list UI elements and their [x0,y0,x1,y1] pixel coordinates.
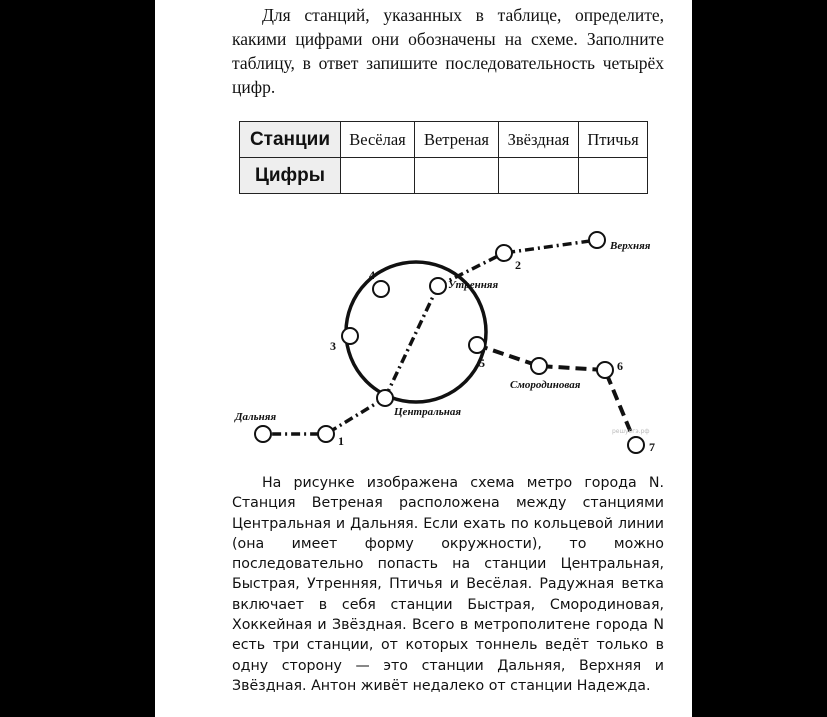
digit-input-cell[interactable] [341,158,415,194]
description-text: На рисунке изображена схема метро города N. Станция Ветреная расположена между станциями Центральная и Дальняя. Если ехать по кольцевой линии (она имеет форму окружности), то можно последовательно попасть на станции Центральная, Быстрая, Утренняя, Птичья и Весёлая. Радужная ветка включает в себя станции Быстрая, Смородиновая, Хоккейная и Звёздная. Всего в метрополитене города N есть три станции, от которых тоннель ведёт только в одну сторону — это станции Дальняя, Верхняя и Звёздная. Антон живёт недалеко от станции Надежда. [232,475,664,694]
station-5 [469,337,485,353]
digit-input-cell[interactable] [579,158,648,194]
stations-table [239,121,648,194]
station-6 [597,362,613,378]
station-cell: Весёлая [341,122,415,158]
station-upper [589,232,605,248]
station-3 [342,328,358,344]
number-7: 7 [649,440,655,454]
station-1 [318,426,334,442]
chord-line [385,286,438,398]
digit-input-cell[interactable] [499,158,579,194]
number-6: 6 [617,359,623,373]
task-intro-text: Для станций, указанных в таблице, определите, какими цифрами они обозначены на схеме. Заполните таблицу, в ответ запишите последовательность четырёх цифр. [232,5,664,97]
watermark: решуегэ.рф [612,428,650,435]
number-4: 4 [369,268,375,282]
station-4 [373,281,389,297]
description [232,473,664,696]
metro-map [155,215,692,465]
label-far: Дальняя [235,411,277,423]
label-upper: Верхняя [610,240,651,252]
station-far [255,426,271,442]
label-central: Центральная [394,406,462,418]
station-currant [531,358,547,374]
label-morning: Утренняя [448,279,499,291]
number-5: 5 [479,356,485,370]
label-currant: Смородиновая [510,379,581,391]
station-cell: Птичья [579,122,648,158]
number-1: 1 [338,434,344,448]
document-page [155,0,692,717]
task-intro [232,3,664,99]
table-row [240,158,648,194]
number-2: 2 [515,258,521,272]
station-central [377,390,393,406]
station-7 [628,437,644,453]
table-row [240,122,648,158]
stations-header-cell: Станции [240,122,341,158]
number-3: 3 [330,339,336,353]
digit-input-cell[interactable] [415,158,499,194]
station-cell: Ветреная [415,122,499,158]
station-morning [430,278,446,294]
digits-header-cell: Цифры [240,158,341,194]
station-2 [496,245,512,261]
station-cell: Звёздная [499,122,579,158]
